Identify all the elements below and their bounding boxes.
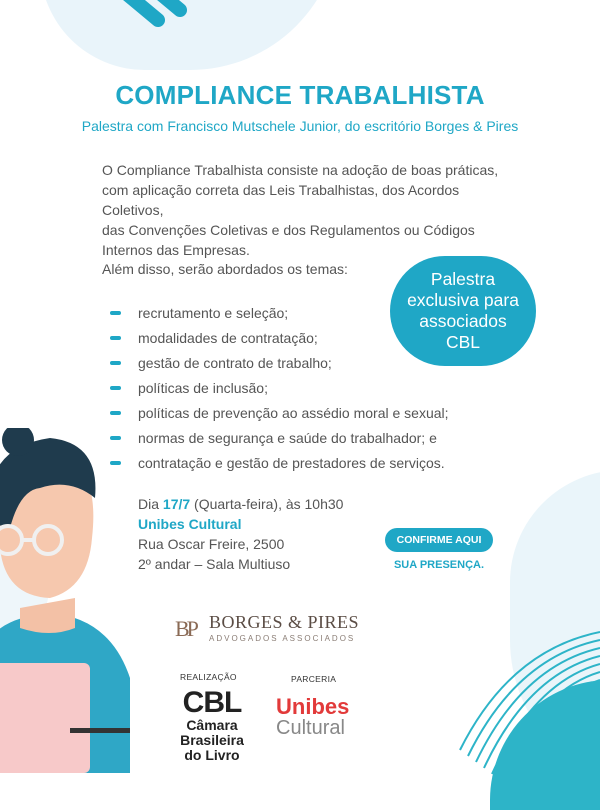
event-address: Rua Oscar Freire, 2500 [138, 536, 285, 552]
list-item [110, 453, 449, 478]
person-with-laptop-illustration [0, 428, 150, 773]
list-item [110, 428, 449, 453]
badge-line: associados [419, 311, 507, 331]
topic-text: modalidades de contratação; [138, 330, 318, 346]
intro-line: O Compliance Trabalhista consiste na adoção de boas práticas, [102, 162, 499, 178]
borges-pires-logo [175, 612, 370, 646]
unibes-cultural: Cultural [276, 717, 345, 739]
realizacao-label: REALIZAÇÃO [180, 672, 237, 682]
confirm-subtext[interactable]: SUA PRESENÇA. [393, 559, 485, 571]
topic-text: normas de segurança e saúde do trabalhador; e [138, 430, 437, 446]
event-details [138, 494, 343, 574]
decorative-stripes-icon [118, 0, 198, 40]
intro-line: das Convenções Coletivas e dos Regulamentos ou Códigos [102, 222, 475, 238]
badge-line: exclusiva para [407, 290, 519, 310]
intro-paragraph [102, 160, 522, 260]
cbl-line: do Livro [184, 747, 240, 763]
parceria-label: PARCERIA [291, 674, 337, 684]
event-venue: Unibes Cultural [138, 516, 242, 532]
exclusive-badge [390, 256, 536, 366]
bullet-dash-icon [110, 411, 121, 415]
topic-text: contratação e gestão de prestadores de serviços. [138, 455, 445, 471]
topic-text: políticas de inclusão; [138, 380, 268, 396]
list-item [110, 378, 449, 403]
bp-name: BORGES & PIRES [209, 612, 360, 632]
cbl-line: Câmara [186, 717, 238, 733]
list-item [110, 403, 449, 428]
cbl-mark: CBL [182, 686, 242, 719]
bullet-dash-icon [110, 336, 121, 340]
topic-text: políticas de prevenção ao assédio moral e sexual; [138, 405, 449, 421]
badge-line: CBL [445, 332, 481, 352]
event-date [138, 494, 343, 514]
unibes-name: Unibes [276, 694, 350, 719]
page-title: COMPLIANCE TRABALHISTA [115, 80, 485, 110]
topic-text: recrutamento e seleção; [138, 305, 289, 321]
intro-line: com aplicação correta das Leis Trabalhistas, dos Acordos Coletivos, [102, 182, 460, 218]
intro-line: Internos das Empresas. [102, 242, 250, 258]
event-floor: 2º andar – Sala Multiuso [138, 556, 291, 572]
bp-subtitle: ADVOGADOS ASSOCIADOS [209, 634, 356, 643]
topic-text: gestão de contrato de trabalho; [138, 355, 332, 371]
event-date-highlight: 17/7 [162, 496, 191, 512]
topics-intro: Além disso, serão abordados os temas: [102, 261, 348, 277]
unibes-logo [276, 696, 349, 738]
bullet-dash-icon [110, 386, 121, 390]
bullet-dash-icon [110, 461, 121, 465]
list-item [110, 353, 449, 378]
bullet-dash-icon [110, 436, 121, 440]
page-subtitle: Palestra com Francisco Mutschele Junior, do escritório Borges & Pires [81, 118, 519, 134]
cbl-logo [172, 688, 252, 763]
badge-line: Palestra [430, 269, 496, 289]
event-date-suffix: (Quarta-feira), às 10h30 [190, 496, 344, 512]
cbl-line: Brasileira [180, 732, 244, 748]
bullet-dash-icon [110, 361, 121, 365]
event-date-prefix: Dia [138, 496, 163, 512]
confirm-button[interactable]: CONFIRME AQUI [385, 528, 493, 552]
bp-monogram: BP [175, 616, 196, 641]
bullet-dash-icon [110, 311, 121, 315]
